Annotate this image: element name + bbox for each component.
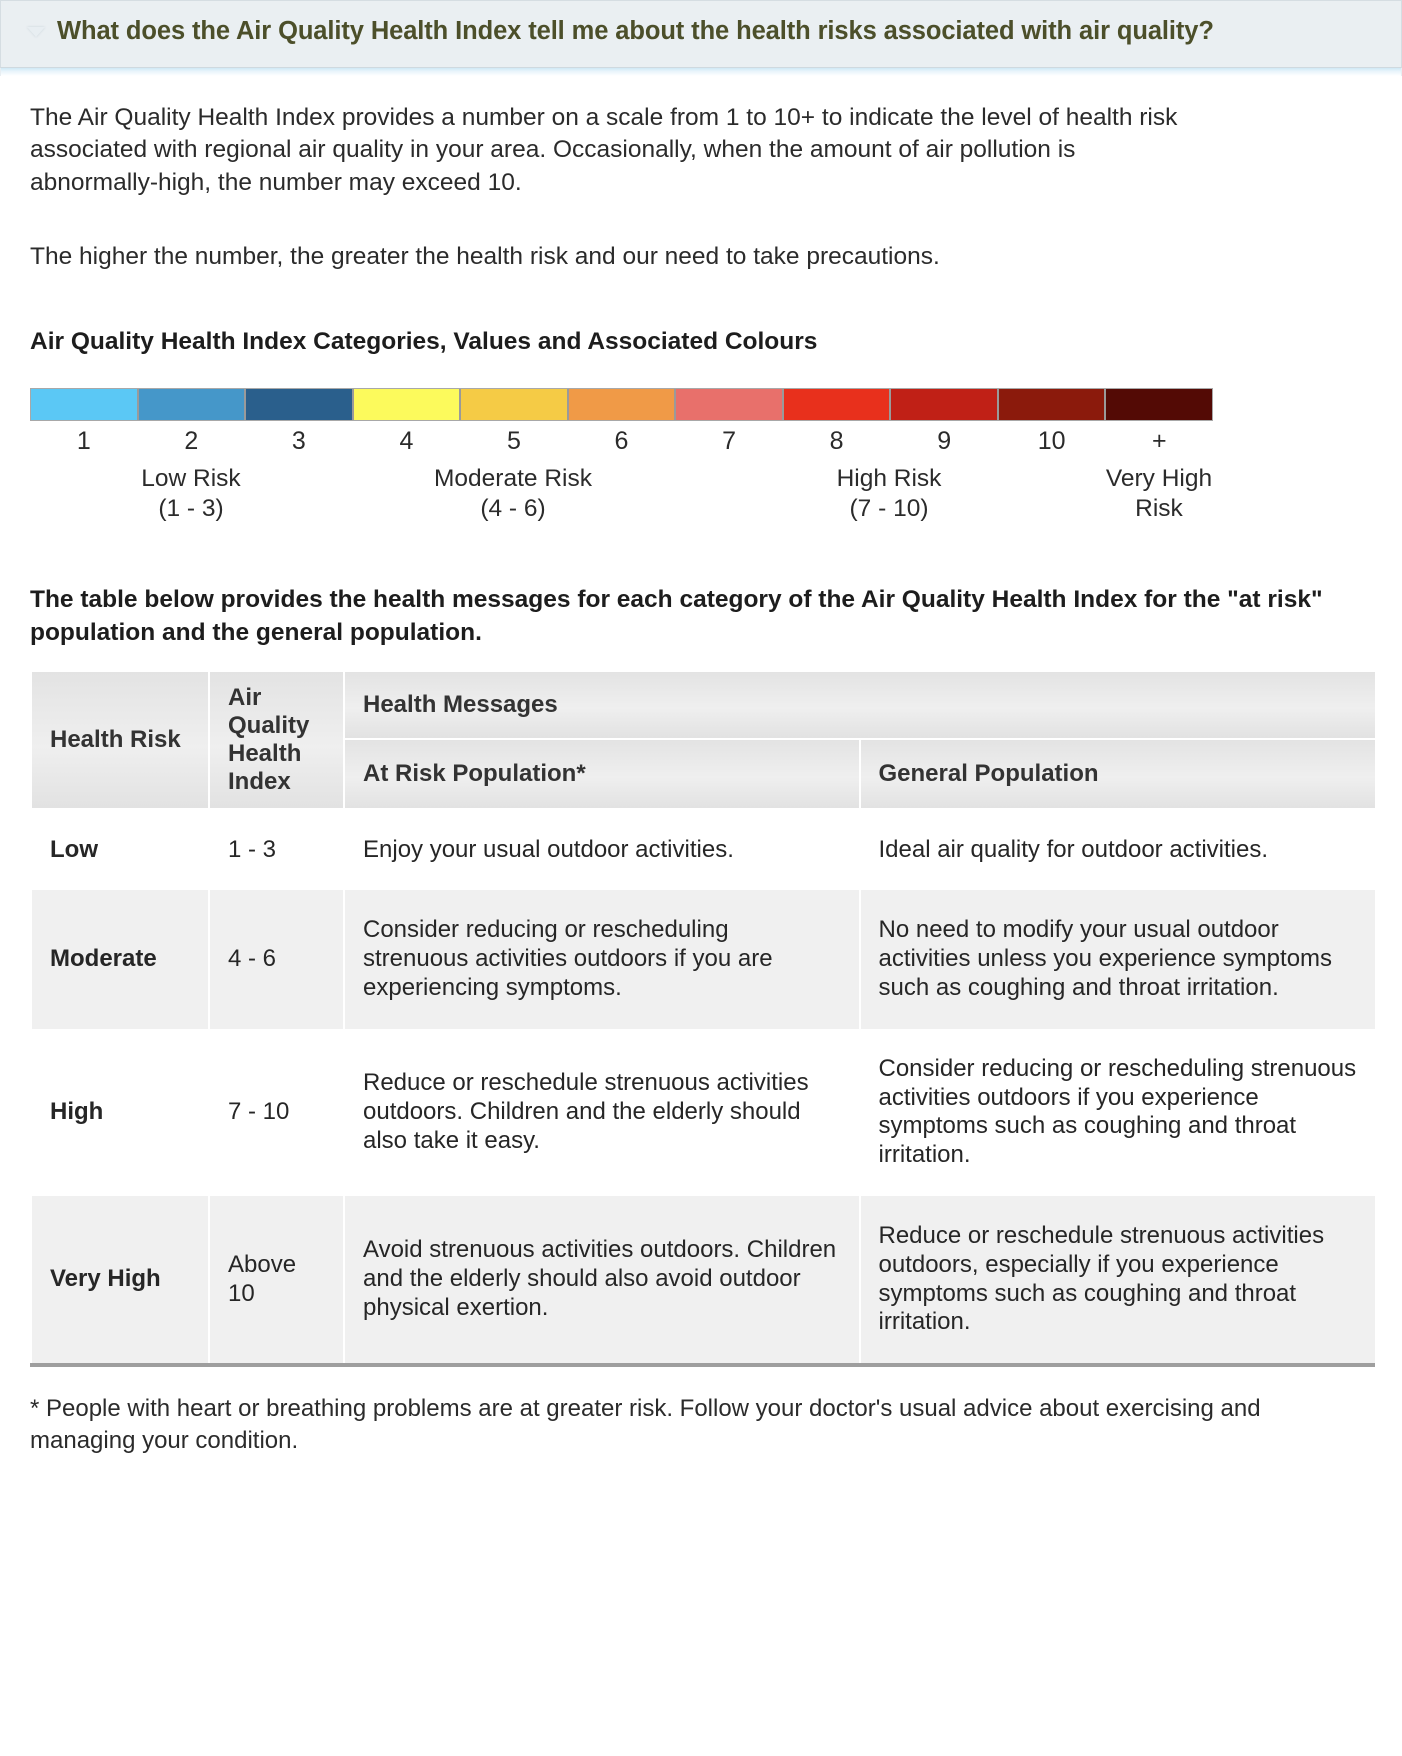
table-row bbox=[31, 1029, 1375, 1196]
cell-general-message: Ideal air quality for outdoor activities. bbox=[860, 809, 1376, 891]
scale-caption-low bbox=[30, 464, 352, 524]
colour-scale-segment-8 bbox=[784, 389, 892, 420]
colour-scale-segment-3 bbox=[246, 389, 354, 420]
cell-general-message: Consider reducing or rescheduling strenuous activities outdoors if you experience symptoms such as coughing and throat irritation. bbox=[860, 1029, 1376, 1196]
column-header-aqhi: Air Quality Health Index bbox=[209, 672, 344, 809]
cell-aqhi-value: 4 - 6 bbox=[209, 890, 344, 1028]
table-row bbox=[31, 890, 1375, 1028]
cell-health-risk: Very High bbox=[31, 1196, 209, 1365]
colour-scale-number-9: 10 bbox=[1037, 426, 1066, 455]
scale-section-title: Air Quality Health Index Categories, Values and Associated Colours bbox=[30, 327, 818, 355]
cell-aqhi-value: 7 - 10 bbox=[209, 1029, 344, 1196]
scale-caption-moderate-name: Moderate Risk bbox=[434, 464, 592, 492]
chevron-down-icon[interactable] bbox=[27, 27, 45, 37]
scale-caption-low-name: Low Risk bbox=[141, 464, 241, 492]
cell-health-risk: Moderate bbox=[31, 890, 209, 1028]
scale-caption-high-range: (7 - 10) bbox=[849, 494, 929, 522]
colour-scale-segment-9 bbox=[891, 389, 999, 420]
cell-at-risk-message: Enjoy your usual outdoor activities. bbox=[344, 809, 860, 891]
colour-scale-number-8: 9 bbox=[937, 426, 952, 455]
colour-scale-segment-4 bbox=[354, 389, 462, 420]
cell-health-risk: High bbox=[31, 1029, 209, 1196]
table-header-row-1 bbox=[31, 672, 1375, 740]
scale-caption-very-high bbox=[1105, 464, 1213, 524]
cell-aqhi-value: 1 - 3 bbox=[209, 809, 344, 891]
accordion-header-inner bbox=[27, 15, 1379, 49]
colour-scale-segment-1 bbox=[31, 389, 139, 420]
table-row bbox=[31, 1196, 1375, 1365]
cell-at-risk-message: Reduce or reschedule strenuous activities outdoors. Children and the elderly should also take it easy. bbox=[344, 1029, 860, 1196]
colour-scale-number-2: 3 bbox=[291, 426, 306, 455]
intro-paragraph-1: The Air Quality Health Index provides a number on a scale from 1 to 10+ to indicate the level of health risk associated with regional air quality in your area. Occasionally, when the amount of air pollution is abnormally-high, the number may exceed 10. bbox=[30, 103, 1178, 196]
intro-paragraph-2: The higher the number, the greater the health risk and our need to take precautions. bbox=[30, 243, 940, 271]
cell-general-message: Reduce or reschedule strenuous activities outdoors, especially if you experience symptoms such as coughing and throat irritation. bbox=[860, 1196, 1376, 1365]
cell-health-risk: Low bbox=[31, 809, 209, 891]
colour-scale-numbers bbox=[30, 427, 1213, 456]
colour-scale-number-1: 2 bbox=[184, 426, 199, 455]
page-bottom-spacer bbox=[30, 1457, 1372, 1497]
cell-at-risk-message: Consider reducing or rescheduling strenuous activities outdoors if you are experiencing symptoms. bbox=[344, 890, 860, 1028]
cell-aqhi-value: Above 10 bbox=[209, 1196, 344, 1365]
scale-caption-high-name: High Risk bbox=[836, 464, 942, 492]
colour-scale-number-5: 6 bbox=[614, 426, 629, 455]
colour-scale-segment-6 bbox=[569, 389, 677, 420]
column-header-general-population: General Population bbox=[860, 739, 1376, 808]
column-header-at-risk-population: At Risk Population* bbox=[344, 739, 860, 808]
colour-scale-segment-5 bbox=[461, 389, 569, 420]
colour-scale-number-7: 8 bbox=[829, 426, 844, 455]
colour-scale-number-0: 1 bbox=[76, 426, 91, 455]
table-row bbox=[31, 809, 1375, 891]
column-header-health-risk: Health Risk bbox=[31, 672, 209, 809]
colour-scale-captions bbox=[30, 464, 1213, 584]
colour-scale-number-3: 4 bbox=[399, 426, 414, 455]
colour-scale-segment-10 bbox=[999, 389, 1107, 420]
colour-scale-number-10: + bbox=[1151, 426, 1167, 455]
scale-caption-very-high-name: Very High Risk bbox=[1105, 464, 1213, 522]
table-head bbox=[31, 672, 1375, 809]
scale-caption-low-range: (1 - 3) bbox=[158, 494, 224, 522]
scale-caption-moderate bbox=[352, 464, 674, 524]
accordion-title: What does the Air Quality Health Index tell me about the health risks associated with air quality? bbox=[57, 17, 1214, 45]
column-header-health-messages: Health Messages bbox=[344, 672, 1375, 740]
colour-scale-number-6: 7 bbox=[722, 426, 736, 455]
colour-scale-bar bbox=[30, 388, 1213, 421]
cell-general-message: No need to modify your usual outdoor activities unless you experience symptoms such as coughing and throat irritation. bbox=[860, 890, 1376, 1028]
table-footnote: * People with heart or breathing problems are at greater risk. Follow your doctor's usual advice about exercising and managing your condition. bbox=[30, 1395, 1261, 1455]
colour-scale bbox=[30, 388, 1372, 584]
colour-scale-number-4: 5 bbox=[507, 426, 521, 455]
colour-scale-segment-2 bbox=[139, 389, 247, 420]
table-lead-paragraph: The table below provides the health messages for each category of the Air Quality Health Index for the "at risk" population and the general population. bbox=[30, 585, 1323, 646]
cell-at-risk-message: Avoid strenuous activities outdoors. Children and the elderly should also avoid outdoor physical exertion. bbox=[344, 1196, 860, 1365]
table-body bbox=[31, 809, 1375, 1366]
header-glow-divider bbox=[0, 68, 1402, 76]
health-messages-table bbox=[30, 672, 1375, 1368]
colour-scale-segment-+ bbox=[1106, 389, 1212, 420]
scale-caption-high bbox=[728, 464, 1050, 524]
colour-scale-segment-7 bbox=[676, 389, 784, 420]
scale-caption-moderate-range: (4 - 6) bbox=[480, 494, 546, 522]
accordion-header[interactable] bbox=[0, 0, 1402, 68]
content-area bbox=[0, 102, 1402, 1497]
